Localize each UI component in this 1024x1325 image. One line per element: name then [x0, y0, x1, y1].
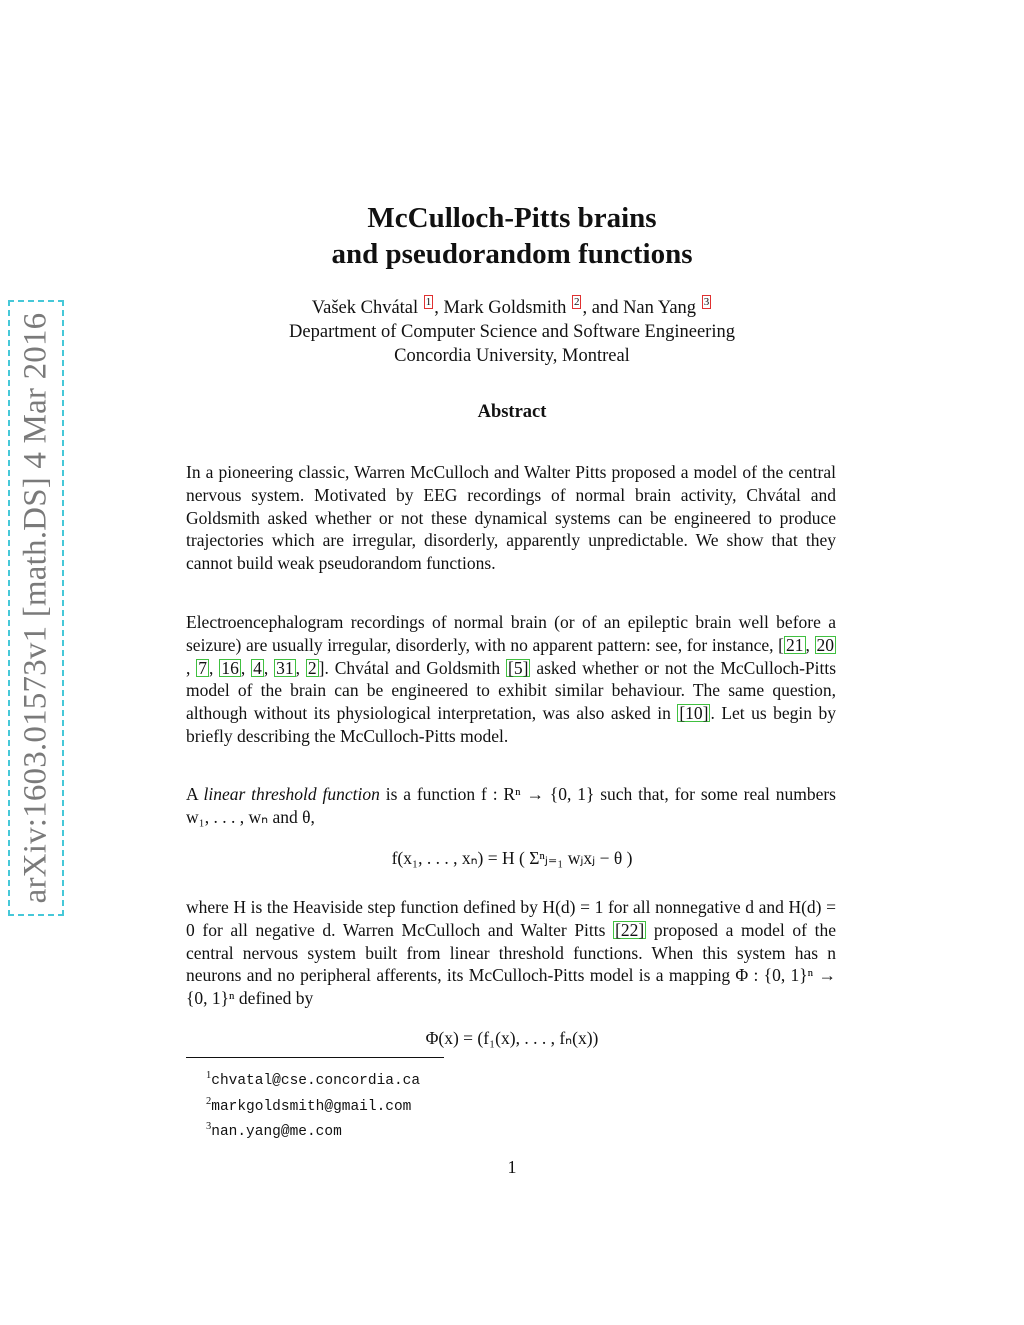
footnote-3-email[interactable]: nan.yang@me.com — [211, 1124, 342, 1140]
author-3: , and Nan Yang — [582, 298, 697, 318]
citation-4[interactable]: 4 — [253, 657, 262, 678]
citation-21[interactable]: 21 — [786, 634, 804, 655]
arxiv-stamp-text: arXiv:1603.01573v1 [math.DS] 4 Mar 2016 — [17, 312, 54, 904]
citation-7[interactable]: 7 — [198, 657, 208, 678]
footnote-2 — [206, 1092, 420, 1118]
author-block — [0, 295, 1024, 368]
footnote-link-2[interactable]: 2 — [573, 296, 580, 308]
author-line — [0, 295, 1024, 320]
intro-text-2: . Chvátal and Goldsmith — [324, 657, 507, 678]
citation-20[interactable]: 20 — [816, 634, 835, 655]
heaviside-paragraph — [186, 896, 836, 1010]
heaviside-text-2: proposed a model of the central nervous system built from linear threshold functions. When this system has n neurons and no peripheral afferents, its McCulloch-Pitts model is a mapping Φ : {0, 1}ⁿ → {0, 1}ⁿ defined by — [186, 919, 837, 1009]
intro-text-3: asked whether or not the McCulloch-Pitts model of the brain can be engineered to exhibit similar behaviour. The same question, although without its physiological interpretation, was also asked in — [186, 657, 837, 724]
footnotes — [206, 1066, 420, 1143]
intro-text-1: Electroencephalogram recordings of normal brain (or of an epileptic brain well before a seizure) are usually irregular, disorderly, with no apparent pattern: see, for instance, — [186, 612, 836, 655]
affiliation-department: Department of Computer Science and Software Engineering — [289, 322, 735, 342]
equation-linear-threshold: f(x₁, . . . , xₙ) = H ( Σⁿⱼ₌₁ wⱼxⱼ − θ ) — [391, 848, 633, 868]
footnote-1-number: 1 — [206, 1070, 212, 1081]
citation-10[interactable]: [10] — [679, 703, 709, 724]
paper-title — [0, 200, 1024, 272]
footnote-3 — [206, 1117, 420, 1143]
intro-paragraph: Electroencephalogram recordings of normal brain (or of an epileptic brain well before a seizure) are usually irregular, disorderly, with no apparent pattern: see, for instance, [ 21 , 20, 7 , 16 , 4 , 31 , 2 ]. Chvátal and Goldsmith [5] asked whether or not the McCulloch-Pitts model of the brain can be engineered to exhibit similar behaviour. The same question, although without its physiological interpretation, was also asked in [10] . Let us begin by briefly describing the McCulloch-Pitts model. — [186, 612, 837, 746]
citation-10-label: 10 — [685, 703, 703, 724]
citation-31[interactable]: 31 — [276, 657, 294, 678]
definition-text-2: is a function f : Rⁿ → {0, 1} such that, for some real numbers w₁, . . . , wₙ and θ, — [186, 784, 836, 827]
heaviside-text-1: where H is the Heaviside step function defined by H(d) = 1 for all nonnegative d and H(d) = 0 for all negative d. Warren McCulloch and Walter Pitts — [186, 897, 836, 940]
affiliation-university: Concordia University, Montreal — [394, 346, 630, 366]
footnote-2-email[interactable]: markgoldsmith@gmail.com — [211, 1098, 412, 1115]
citation-5[interactable]: [5] — [508, 657, 529, 678]
footnote-link-1[interactable]: 1 — [425, 296, 432, 308]
author-1: Vašek Chvátal — [311, 298, 419, 318]
page-number: 1 — [507, 1157, 517, 1177]
footnote-1-email[interactable]: chvatal@cse.concordia.ca — [211, 1073, 421, 1089]
definition-term: linear threshold function — [203, 784, 380, 804]
footnote-3-number: 3 — [206, 1121, 212, 1132]
title-line-1: McCulloch-Pitts brains — [367, 202, 657, 234]
definition-paragraph — [186, 783, 836, 829]
definition-text-1: A — [186, 784, 204, 804]
citation-2[interactable]: 2 — [307, 657, 317, 678]
abstract-heading: Abstract — [477, 402, 547, 422]
citation-16[interactable]: 16 — [221, 657, 239, 678]
footnote-2-number: 2 — [206, 1095, 212, 1107]
citation-22-label: 22 — [620, 919, 639, 940]
equation-phi-mapping: Φ(x) = (f₁(x), . . . , fₙ(x)) — [425, 1028, 599, 1048]
intro-text-4: . Let us begin by briefly describing the McCulloch-Pitts model. — [186, 703, 836, 746]
abstract-text: In a pioneering classic, Warren McCulloch and Walter Pitts proposed a model of the central nervous system. Motivated by EEG recordings of normal brain activity, Chvátal and Goldsmith asked whether or not these dynamical systems can be engineered to produce trajectories which are irregular, disorderly, apparently unpredictable. We show that they cannot build weak pseudorandom functions. — [186, 462, 836, 574]
footnote-rule — [186, 1057, 444, 1058]
arxiv-stamp — [8, 300, 64, 916]
citation-5-label: 5 — [513, 657, 523, 678]
author-2: , Mark Goldsmith — [434, 298, 567, 318]
footnote-1 — [206, 1066, 420, 1092]
title-line-2: and pseudorandom functions — [331, 238, 693, 270]
citation-22[interactable]: [22] — [615, 919, 645, 940]
footnote-link-3[interactable]: 3 — [703, 296, 710, 308]
